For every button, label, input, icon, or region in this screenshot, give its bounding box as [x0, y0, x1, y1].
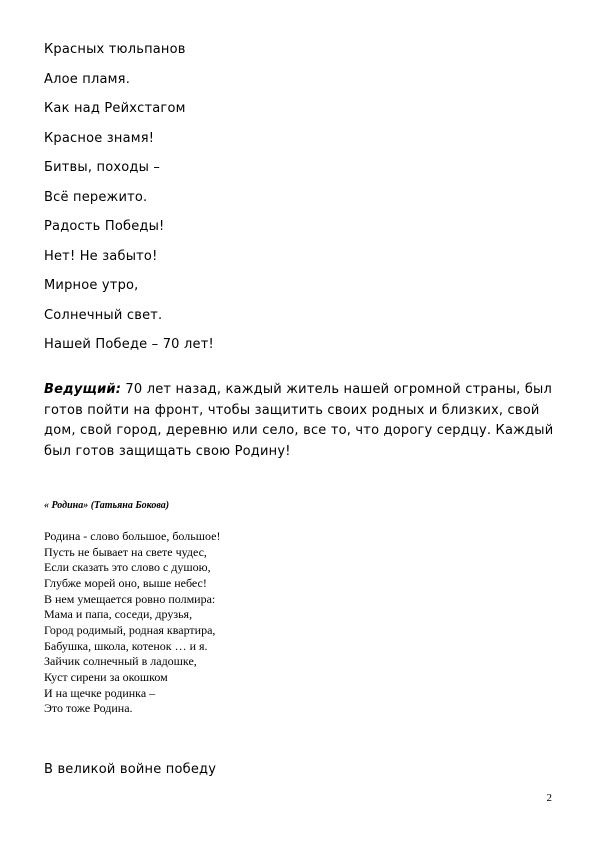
poem-line: Алое пламя. — [44, 71, 131, 87]
poem-tulips — [44, 41, 214, 366]
poem-line: Если сказать это слово с душою, — [44, 560, 211, 575]
poem-line: И на щечке родинка – — [44, 685, 156, 700]
poem-line: Нет! Не забыто! — [44, 248, 158, 264]
narration-text: 70 лет назад, каждый житель нашей огромной страны, был готов пойти на фронт, чтобы защитить своих родных и близких, свой дом, свой город, деревню или село, все то, что дорогу сердцу. Каждый был готов защищать свою Родину! — [44, 382, 554, 460]
poem-rodina — [44, 529, 220, 717]
poem-line: Куст сирени за окошком — [44, 669, 168, 684]
poem-line: Зайчик солнечный в ладошке, — [44, 654, 197, 669]
page-number: 2 — [546, 792, 552, 804]
poem-line: Родина - слово большое, большое! — [44, 529, 221, 543]
closing-line: В великой войне победу — [44, 762, 217, 777]
poem-line: Город родимый, родная квартира, — [44, 622, 216, 637]
poem-line: Мама и папа, соседи, друзья, — [44, 607, 193, 622]
poem-line: Как над Рейхстагом — [44, 101, 186, 116]
poem-title: « Родина» (Татьяна Бокова) — [44, 500, 170, 511]
poem-line: Битвы, походы – — [44, 160, 161, 175]
speaker-label: Ведущий: — [44, 382, 122, 397]
poem-line: Солнечный свет. — [44, 307, 163, 323]
poem-line: В нем умещается ровно полмира: — [44, 591, 216, 606]
poem-line: Всё пережито. — [44, 189, 148, 205]
poem-line: Радость Победы! — [44, 219, 165, 234]
narration-paragraph — [44, 380, 554, 463]
poem-line: Пусть не бывает на свете чудес, — [44, 544, 207, 559]
poem-line: Бабушка, школа, котенок … и я. — [44, 638, 208, 653]
poem-line: Глубже морей оно, выше небес! — [44, 575, 207, 590]
poem-line: Красное знамя! — [44, 130, 155, 146]
poem-line: Нашей Победе – 70 лет! — [44, 337, 214, 352]
poem-line: Красных тюльпанов — [44, 42, 186, 57]
poem-line: Это тоже Родина. — [44, 701, 133, 716]
poem-line: Мирное утро, — [44, 278, 139, 293]
